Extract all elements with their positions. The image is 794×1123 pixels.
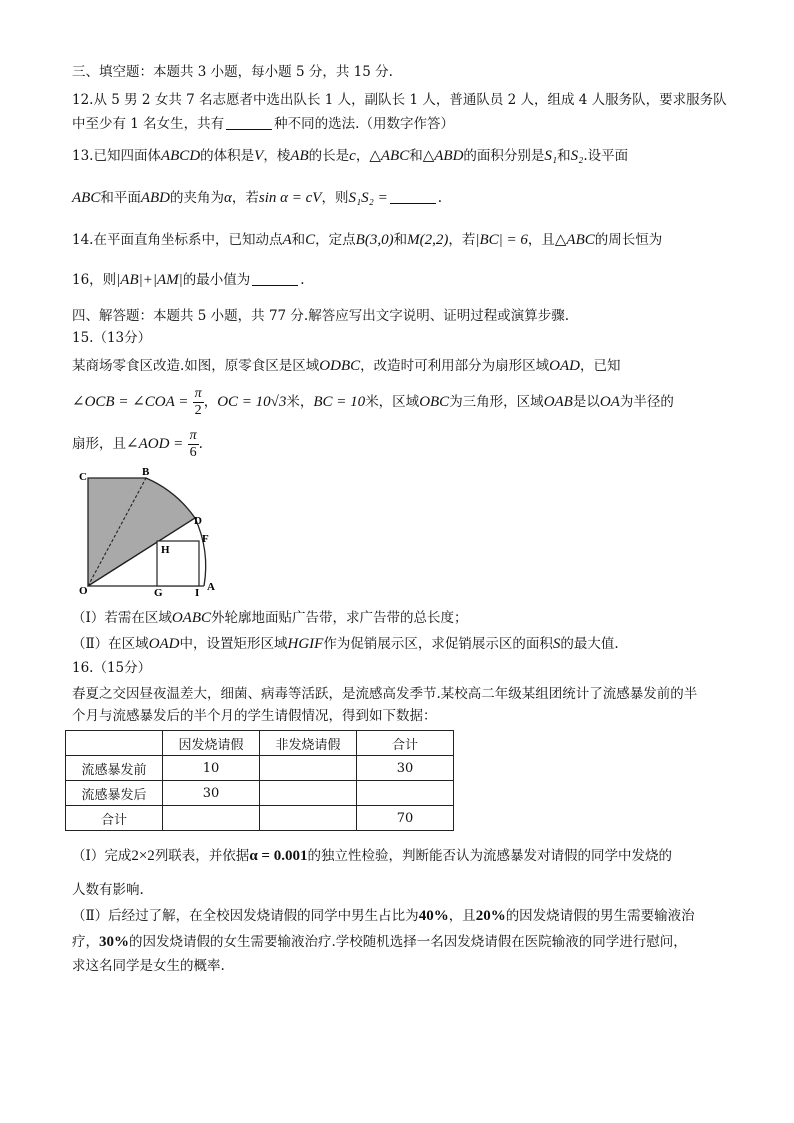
q15-part2-m3: S [552, 636, 561, 652]
q14-t1: 14.在平面直角坐标系中，已知动点 [72, 232, 283, 248]
q15-p1-t2: ，改造时可利用部分为扇形区域 [360, 358, 550, 374]
label-i: I [195, 587, 200, 598]
q14-m6: △ABC [554, 232, 595, 248]
table-header-cell: 非发烧请假 [260, 731, 357, 756]
q13-l2-m1: ABC [72, 190, 101, 206]
q16-part1-m1: 2×2 [131, 848, 155, 864]
table-row [66, 756, 454, 781]
q13-t1: 13.已知四面体 [72, 148, 161, 164]
label-a: A [207, 581, 215, 593]
table-cell: 30 [357, 756, 454, 781]
table-cell: 合计 [66, 806, 163, 831]
frac-numerator: π [189, 428, 197, 443]
q15-p2-m3: BC = 10 [313, 394, 366, 410]
table-cell [163, 806, 260, 831]
q13-t6: 和 [409, 148, 423, 164]
table-row [66, 781, 454, 806]
q16-part1-t3: 的独立性检验，判断能否认为流感暴发对请假的同学中发烧的 [307, 848, 672, 864]
q13-t4: 的长是 [308, 148, 350, 164]
q15-part2-m1: OAD [148, 636, 180, 652]
q12-text-a: 中至少有 1 名女生，共有 [72, 116, 225, 132]
q14-l2-m1: |AB|+|AM| [116, 272, 183, 288]
q16-part2-line2 [72, 932, 687, 952]
q15-p2-m6: OA [599, 394, 620, 410]
table-cell: 流感暴发后 [66, 781, 163, 806]
q15-part2-t3: 作为促销展示区，求促销展示区的面积 [323, 636, 553, 652]
q15-p2-t2: 米， [286, 394, 314, 410]
q13-l2-t1: 和平面 [100, 190, 141, 206]
q13-t2: 的体积是 [200, 148, 255, 164]
q13-t7: 的面积分别是 [463, 148, 545, 164]
q13-line1 [72, 146, 628, 166]
section4-heading: 四、解答题：本题共 5 小题，共 77 分.解答应写出文字说明、证明过程或演算步骤. [72, 308, 570, 324]
q15-part1-t1: （Ⅰ）若需在区域 [72, 610, 172, 626]
q16-part2-l2-m1: 30% [99, 934, 129, 950]
table-cell: 10 [163, 756, 260, 781]
section3-heading: 三、填空题：本题共 3 小题，每小题 5 分，共 15 分. [72, 64, 393, 80]
q14-m5: |BC| = 6 [475, 232, 528, 248]
q13-m6: △ABD [422, 148, 464, 164]
q13-l2-t5: . [437, 190, 443, 206]
table-cell: 流感暴发前 [66, 756, 163, 781]
q15-p3-t2: . [198, 436, 203, 452]
q13-t5: ， [355, 148, 370, 164]
table-header-row [66, 731, 454, 756]
q13-m4: c [349, 148, 356, 164]
q15-p2-t1: ， [203, 394, 218, 410]
q12-answer-blank[interactable] [226, 115, 272, 130]
q16-para1: 春夏之交因昼夜温差大，细菌、病毒等活跃，是流感高发季节.某校高二年级某组团统计了流感暴发前的半 [72, 686, 698, 702]
q15-part1 [72, 608, 468, 628]
table-cell [260, 781, 357, 806]
q15-p2-t5: 是以 [572, 394, 600, 410]
q15-part2-t2: 中，设置矩形区域 [179, 636, 288, 652]
q14-m1: A [282, 232, 292, 248]
table-cell [357, 781, 454, 806]
q13-m7: S₁ [544, 148, 558, 164]
table-header-cell [66, 731, 163, 756]
table-header-cell: 因发烧请假 [163, 731, 260, 756]
table-row [66, 806, 454, 831]
q12-line1: 12.从 5 男 2 女共 7 名志愿者中选出队长 1 人，副队长 1 人，普通队员 2 人，组成 4 人服务队，要求服务队 [72, 92, 727, 108]
q15-p1-t1: 某商场零食区改造.如图，原零食区是区域 [72, 358, 320, 374]
label-h: H [161, 544, 170, 556]
q13-m2: V [254, 148, 264, 164]
label-f: F [202, 533, 209, 545]
q15-p2-m2: OC = 10√3 [217, 394, 287, 410]
q13-l2-m5: S₁S₂ = [348, 190, 388, 206]
q13-m3: AB [290, 148, 309, 164]
table-header-cell: 合计 [357, 731, 454, 756]
q13-l2-m2: ABD [140, 190, 171, 206]
contingency-table [65, 730, 454, 831]
q13-m8: S₂ [570, 148, 584, 164]
q15-part2-t1: （Ⅱ）在区域 [72, 636, 149, 652]
q14-l2-t1: 16，则 [72, 272, 117, 288]
q15-sector-figure [74, 466, 224, 598]
q16-part2-l2-t1: 疗， [72, 934, 99, 950]
frac-numerator: π [194, 386, 202, 401]
q15-header: 15.（13分） [72, 330, 152, 346]
q15-part2-m2: HGIF [287, 636, 324, 652]
q15-p2-m4: OBC [419, 394, 450, 410]
q12-text-b: 种不同的选法.（用数字作答） [274, 116, 454, 132]
q14-t4: 和 [393, 232, 408, 248]
q16-part1-line2: 人数有影响. [72, 882, 144, 898]
q15-p3-t1: 扇形，且 [72, 436, 126, 452]
q14-l2-t3: . [300, 272, 305, 288]
q14-t6: ，且 [527, 232, 555, 248]
q15-p1-m1: ODBC [319, 358, 361, 374]
frac-denominator: 6 [189, 445, 197, 460]
table-cell [260, 756, 357, 781]
q14-t7: 的周长恒为 [594, 232, 663, 248]
q14-m2: C [305, 232, 316, 248]
q15-p1-t3: ，已知 [579, 358, 621, 374]
q16-part2-l1-m2: 20% [475, 908, 506, 924]
q14-line2 [72, 270, 305, 290]
q16-part2-l1-m1: 40% [418, 908, 449, 924]
label-b: B [142, 466, 150, 478]
q15-p2-m1: ∠OCB = ∠COA = [72, 394, 189, 410]
q13-t8: 和 [557, 148, 571, 164]
q16-part1-t1: （Ⅰ）完成 [72, 848, 132, 864]
q13-m5: △ABC [369, 148, 410, 164]
q16-part2-l1-t3: 的因发烧请假的男生需要输液治 [505, 908, 695, 924]
q14-l2-t2: 的最小值为 [182, 272, 251, 288]
q16-part2-l1-t1: （Ⅱ）后经过了解，在全校因发烧请假的同学中男生占比为 [72, 908, 419, 924]
q15-part1-m1: OABC [171, 610, 212, 626]
q16-part2-l2-t2: 的因发烧请假的女生需要输液治疗.学校随机选择一名因发烧请假在医院输液的同学进行慰问， [129, 934, 687, 950]
label-g: G [154, 587, 163, 598]
q15-part1-t2: 外轮廓地面贴广告带，求广告带的总长度； [211, 610, 468, 626]
q15-para3 [72, 428, 203, 461]
q13-l2-m3: α [224, 190, 232, 206]
q15-para2 [72, 386, 674, 419]
q15-p2-t6: 为半径的 [619, 394, 674, 410]
q16-part2-l1-t2: ，且 [448, 908, 476, 924]
q13-l2-t3: ，若 [231, 190, 259, 206]
q15-p2-t3: 米，区域 [365, 394, 420, 410]
q13-l2-m4: sin α = cV [258, 190, 322, 206]
q16-part1-t2: 列联表，并依据 [154, 848, 250, 864]
q14-line1 [72, 230, 662, 250]
q16-para2: 个月与流感暴发后的半个月的学生请假情况，得到如下数据： [72, 708, 437, 724]
q15-p2-frac [193, 386, 204, 419]
q14-answer-blank[interactable] [252, 271, 298, 286]
q15-part2 [72, 634, 619, 654]
q14-t2: 和 [291, 232, 306, 248]
table-cell: 30 [163, 781, 260, 806]
q15-p3-frac [188, 428, 199, 461]
q15-p3-m1: ∠AOD = [126, 436, 184, 452]
q13-line2 [72, 188, 442, 208]
q13-t9: .设平面 [583, 148, 629, 164]
q15-p2-t4: 为三角形，区域 [449, 394, 544, 410]
q13-l2-t2: 的夹角为 [170, 190, 225, 206]
table-cell [260, 806, 357, 831]
label-o: O [79, 585, 88, 597]
q14-t5: ，若 [448, 232, 476, 248]
q13-l2-t4: ，则 [321, 190, 349, 206]
q15-part2-t4: 的最大值. [560, 636, 619, 652]
table-cell: 70 [357, 806, 454, 831]
label-d: D [194, 515, 202, 527]
q13-answer-blank[interactable] [390, 189, 436, 204]
q16-part2-line1 [72, 906, 695, 926]
q13-t3: ，棱 [263, 148, 291, 164]
q12-line2 [72, 114, 454, 134]
q15-para1 [72, 356, 620, 376]
label-c: C [79, 471, 87, 483]
q15-p1-m2: OAD [549, 358, 580, 374]
q14-m3: B(3,0) [355, 232, 394, 248]
q13-m1: ABCD [160, 148, 201, 164]
q16-header: 16.（15分） [72, 660, 152, 676]
q16-part1-line1 [72, 846, 672, 866]
q16-part1-m2: α = 0.001 [249, 848, 308, 864]
frac-denominator: 2 [194, 403, 202, 418]
q15-p2-m5: OAB [543, 394, 573, 410]
q14-t3: ，定点 [315, 232, 356, 248]
q14-m4: M(2,2) [407, 232, 449, 248]
q16-part2-line3: 求这名同学是女生的概率. [72, 958, 225, 974]
